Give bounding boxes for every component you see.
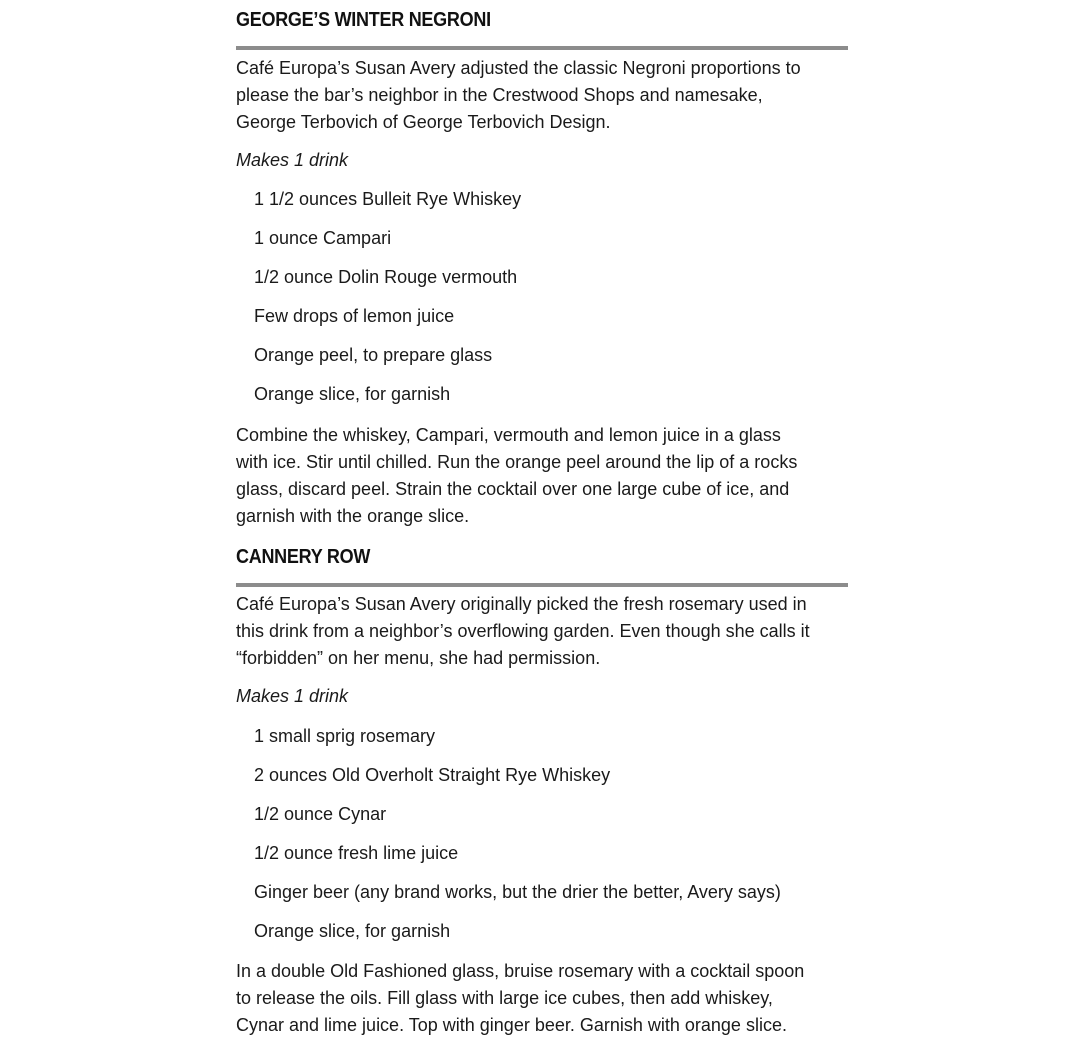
recipe-title: CANNERY ROW: [236, 546, 371, 568]
ingredient-item: 1 1/2 ounces Bulleit Rye Whiskey: [254, 189, 522, 209]
ingredient-item: 1/2 ounce Cynar: [254, 804, 387, 824]
ingredient-item: Orange slice, for garnish: [254, 921, 451, 941]
recipe-yield: Makes 1 drink: [236, 150, 349, 170]
directions-line: garnish with the orange slice.: [236, 506, 470, 526]
ingredient-item: 1 small sprig rosemary: [254, 726, 436, 746]
ingredient-item: 2 ounces Old Overholt Straight Rye Whiskey: [254, 765, 611, 785]
recipe-intro: [236, 591, 848, 672]
recipe-directions: [236, 958, 848, 1039]
title-divider: [236, 583, 848, 587]
recipe-intro: [236, 55, 848, 136]
ingredient-item: Orange slice, for garnish: [254, 384, 451, 404]
ingredient-list: [236, 186, 521, 408]
ingredient-list: [236, 723, 781, 945]
recipe-yield: Makes 1 drink: [236, 686, 349, 706]
intro-line: George Terbovich of George Terbovich Design.: [236, 112, 611, 132]
directions-line: Combine the whiskey, Campari, vermouth and lemon juice in a glass: [236, 425, 781, 445]
directions-line: glass, discard peel. Strain the cocktail over one large cube of ice, and: [236, 479, 790, 499]
recipe-directions: [236, 422, 848, 530]
ingredient-item: Orange peel, to prepare glass: [254, 345, 493, 365]
intro-line: please the bar’s neighbor in the Crestwood Shops and namesake,: [236, 85, 763, 105]
intro-line: this drink from a neighbor’s overflowing garden. Even though she calls it: [236, 621, 810, 641]
directions-line: In a double Old Fashioned glass, bruise rosemary with a cocktail spoon: [236, 961, 805, 981]
ingredient-item: 1/2 ounce fresh lime juice: [254, 843, 459, 863]
directions-line: to release the oils. Fill glass with large ice cubes, then add whiskey,: [236, 988, 773, 1008]
ingredient-item: 1 ounce Campari: [254, 228, 392, 248]
intro-line: Café Europa’s Susan Avery originally picked the fresh rosemary used in: [236, 594, 807, 614]
title-divider: [236, 46, 848, 50]
directions-line: Cynar and lime juice. Top with ginger beer. Garnish with orange slice.: [236, 1015, 787, 1035]
recipe-title: GEORGE’S WINTER NEGRONI: [236, 9, 491, 31]
intro-line: Café Europa’s Susan Avery adjusted the classic Negroni proportions to: [236, 58, 801, 78]
ingredient-item: Ginger beer (any brand works, but the drier the better, Avery says): [254, 882, 781, 902]
directions-line: with ice. Stir until chilled. Run the orange peel around the lip of a rocks: [236, 452, 798, 472]
ingredient-item: 1/2 ounce Dolin Rouge vermouth: [254, 267, 518, 287]
ingredient-item: Few drops of lemon juice: [254, 306, 455, 326]
intro-line: “forbidden” on her menu, she had permission.: [236, 648, 601, 668]
